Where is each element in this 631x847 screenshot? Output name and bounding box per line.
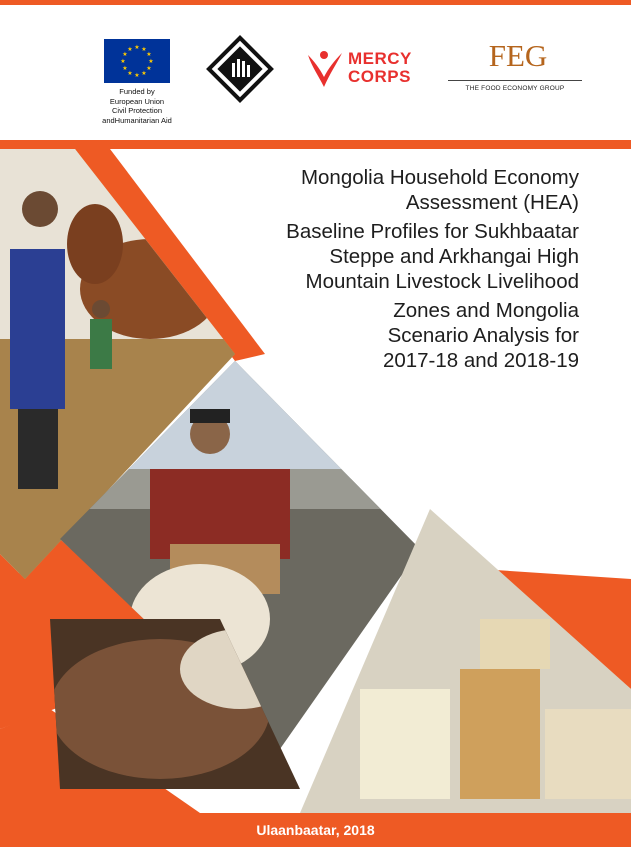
svg-text:★: ★: [148, 58, 154, 65]
title-part-3: Zones and Mongolia Scenario Analysis for 2017-18 and 2018-19: [382, 299, 579, 372]
footer-place-date: Ulaanbaatar, 2018: [0, 813, 631, 847]
svg-text:★: ★: [134, 44, 140, 51]
svg-text:★: ★: [127, 46, 133, 53]
partner-logos: [0, 5, 631, 140]
mercy-corps-word-1: MERCY: [348, 49, 412, 68]
svg-text:★: ★: [122, 65, 128, 72]
feg-subtitle: THE FOOD ECONOMY GROUP: [465, 85, 565, 92]
orange-band: [0, 140, 631, 149]
feg-divider: [448, 80, 582, 81]
eu-flag-logo: [104, 39, 170, 83]
title-part-2: Baseline Profiles for Sukhbaatar Steppe and Arkhangai High Mountain Livestock Livelihood: [286, 220, 579, 293]
people-in-need-logo: [204, 33, 276, 105]
svg-text:★: ★: [146, 51, 152, 58]
eu-funding-caption: Funded by European Union Civil Protection andHumanitarian Aid: [102, 87, 172, 125]
svg-text:★: ★: [146, 65, 152, 72]
svg-text:★: ★: [127, 70, 133, 77]
feg-logo-wordmark: FEG: [488, 38, 548, 73]
svg-text:★: ★: [134, 72, 140, 79]
mercy-corps-word-2: CORPS: [348, 67, 411, 86]
title-part-1: Mongolia Household Economy Assessment (HEA): [300, 166, 579, 214]
svg-text:★: ★: [122, 51, 128, 58]
report-title: [199, 165, 579, 377]
svg-text:★: ★: [141, 46, 147, 53]
svg-text:★: ★: [120, 58, 126, 65]
svg-text:★: ★: [141, 70, 147, 77]
